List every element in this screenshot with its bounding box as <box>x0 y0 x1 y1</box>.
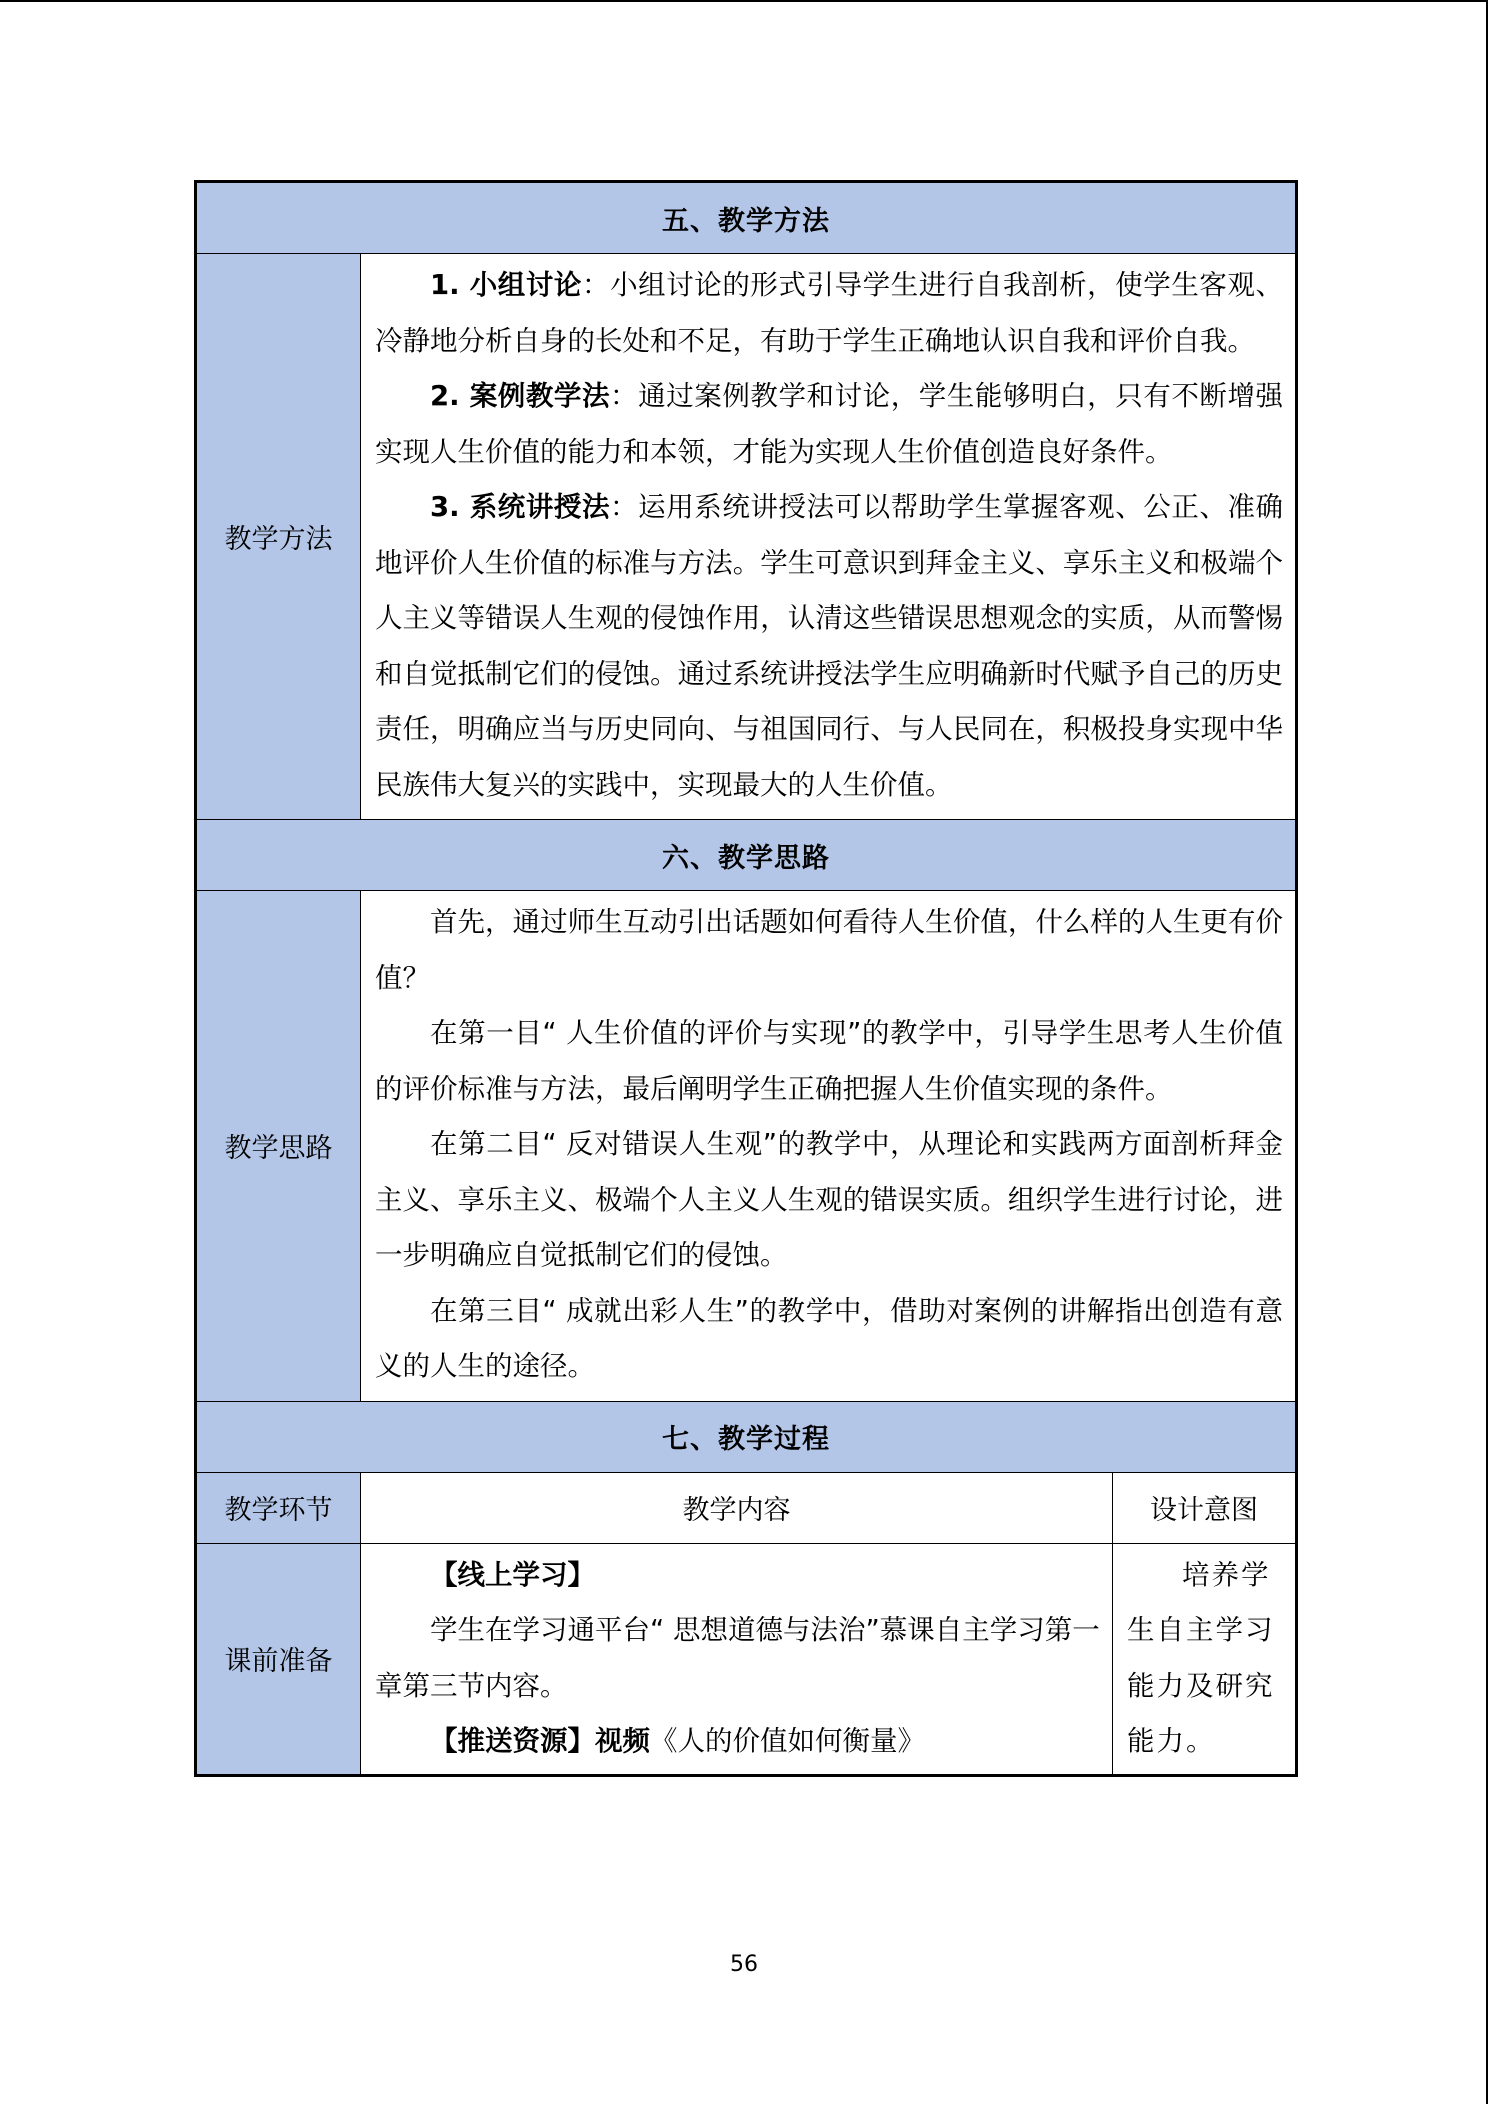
row-label-teaching-methods: 教学方法 <box>196 254 361 820</box>
page-number: 56 <box>730 1952 758 1977</box>
resource-line: 【推送资源】视频《人的价值如何衡量》 <box>430 1725 925 1757</box>
row-label-teaching-approach: 教学思路 <box>196 891 361 1402</box>
online-learning-heading: 【线上学习】 <box>430 1558 595 1591</box>
section-title-teaching-process: 七、教学过程 <box>196 1401 1297 1472</box>
approach-paragraph: 在第三目“ 成就出彩人生”的教学中，借助对案例的讲解指出创造有意义的人生的途径。 <box>375 1294 1283 1382</box>
approach-paragraph: 在第一目“ 人生价值的评价与实现”的教学中，引导学生思考人生价值的评价标准与方法，最后阐明学生正确把握人生价值实现的条件。 <box>375 1017 1283 1105</box>
pre-class-intent: 培养学生自主学习能力及研究能力。 <box>1113 1543 1297 1775</box>
approach-paragraph: 在第二目“ 反对错误人生观”的教学中，从理论和实践两方面剖析拜金主义、享乐主义、极端个人主义人生观的错误实质。组织学生进行讨论，进一步明确应自觉抵制它们的侵蚀。 <box>375 1128 1283 1271</box>
section-title-teaching-methods: 五、教学方法 <box>196 182 1297 254</box>
method-item: 1. 小组讨论：小组讨论的形式引导学生进行自我剖析，使学生客观、冷静地分析自身的长处和不足，有助于学生正确地认识自我和评价自我。 <box>375 269 1284 357</box>
lesson-plan-table <box>194 180 1298 1777</box>
method-item: 3. 系统讲授法：运用系统讲授法可以帮助学生掌握客观、公正、准确地评价人生价值的标准与方法。学生可意识到拜金主义、享乐主义和极端个人主义等错误人生观的侵蚀作用，认清这些错误思想观念的实质，从而警惕和自觉抵制它们的侵蚀。通过系统讲授法学生应明确新时代赋予自己的历史责任，明确应当与历史同向、与祖国同行、与人民同在，积极投身实现中华民族伟大复兴的实践中，实现最大的人生价值。 <box>375 491 1284 801</box>
teaching-methods-content <box>361 254 1297 820</box>
teaching-approach-content <box>361 891 1297 1402</box>
online-learning-text: 学生在学习通平台“ 思想道德与法治”慕课自主学习第一章第三节内容。 <box>375 1614 1100 1702</box>
header-stage: 教学环节 <box>196 1472 361 1543</box>
header-content: 教学内容 <box>361 1472 1113 1543</box>
pre-class-content <box>361 1543 1113 1775</box>
row-label-pre-class: 课前准备 <box>196 1543 361 1775</box>
method-item: 2. 案例教学法：通过案例教学和讨论，学生能够明白，只有不断增强实现人生价值的能力和本领，才能为实现人生价值创造良好条件。 <box>375 380 1284 468</box>
header-intent: 设计意图 <box>1113 1472 1297 1543</box>
section-title-teaching-approach: 六、教学思路 <box>196 820 1297 891</box>
approach-paragraph: 首先，通过师生互动引出话题如何看待人生价值，什么样的人生更有价值？ <box>375 906 1283 994</box>
